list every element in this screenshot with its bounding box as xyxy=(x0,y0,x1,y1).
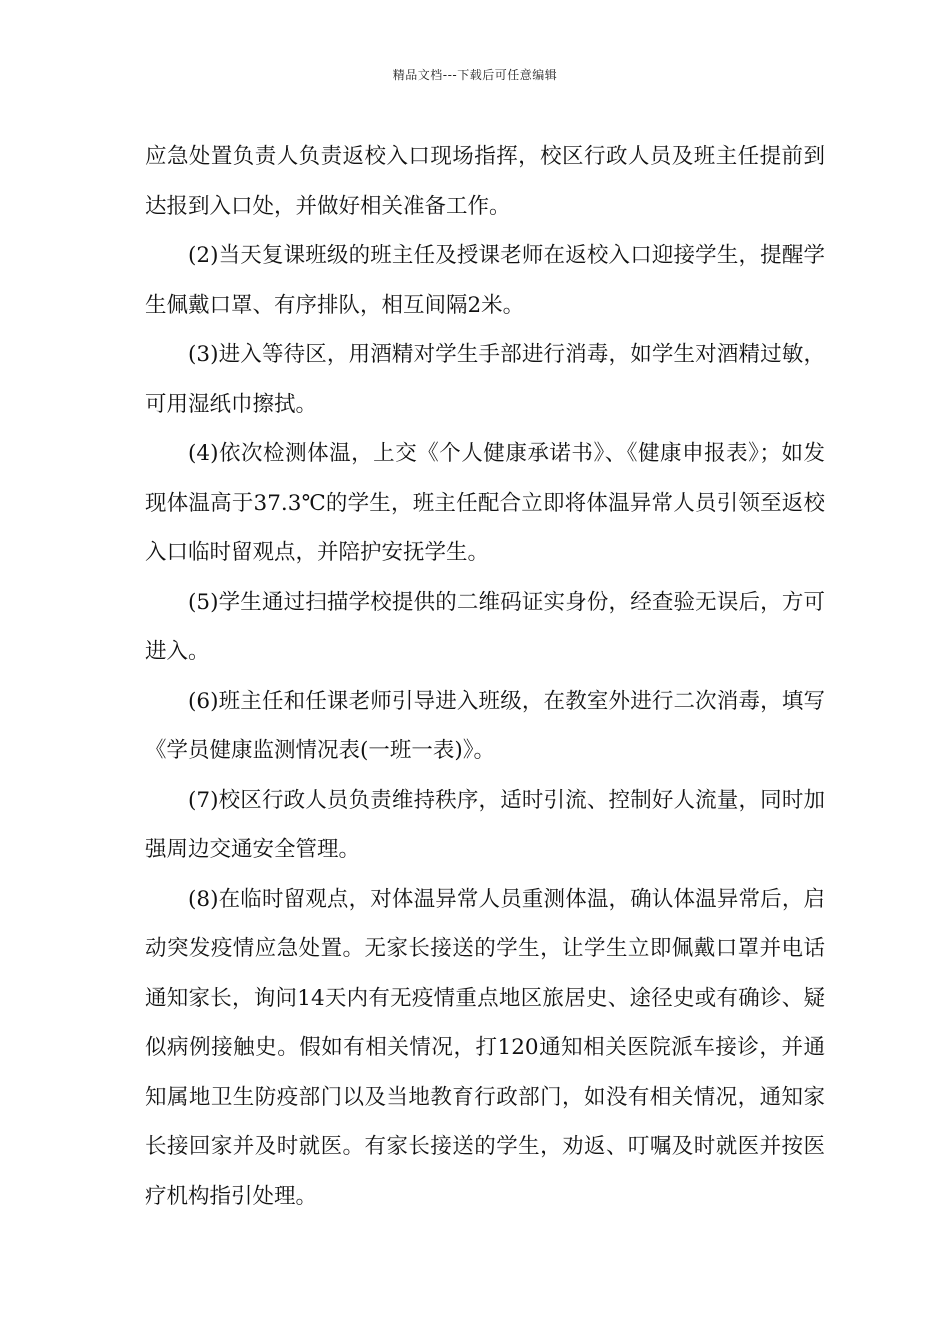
page-header: 精品文档---下载后可任意编辑 xyxy=(392,68,558,82)
paragraph-item-8: (8)在临时留观点，对体温异常人员重测体温，确认体温异常后，启动突发疫情应急处置。无家长接送的学生，让学生立即佩戴口罩并电话通知家长，询问14天内有无疫情重点地区旅居史、途径史或有确诊、疑似病例接触史。假如有相关情况，打120通知相关医院派车接诊，并通知属地卫生防疫部门以及当地教育行政部门，如没有相关情况，通知家长接回家并及时就医。有家长接送的学生，劝返、叮嘱及时就医并按医疗机构指引处理。 xyxy=(145,886,825,1209)
paragraph-intro: 应急处置负责人负责返校入口现场指挥，校区行政人员及班主任提前到达报到入口处，并做好相关准备工作。 xyxy=(145,144,825,219)
paragraph-item-2: (2)当天复课班级的班主任及授课老师在返校入口迎接学生，提醒学生佩戴口罩、有序排队，相互间隔2米。 xyxy=(145,243,825,318)
paragraph-item-3: (3)进入等待区，用酒精对学生手部进行消毒，如学生对酒精过敏，可用湿纸巾擦拭。 xyxy=(145,342,825,417)
paragraph-item-4: (4)依次检测体温，上交《个人健康承诺书》、《健康申报表》；如发现体温高于37.3℃的学生，班主任配合立即将体温异常人员引领至返校入口临时留观点，并陪护安抚学生。 xyxy=(145,441,825,565)
paragraph-item-7: (7)校区行政人员负责维持秩序，适时引流、控制好人流量，同时加强周边交通安全管理。 xyxy=(145,787,825,862)
paragraph-item-6: (6)班主任和任课老师引导进入班级，在教室外进行二次消毒，填写《学员健康监测情况表(一班一表)》。 xyxy=(145,688,825,763)
document-body xyxy=(145,132,825,1221)
paragraph-item-5: (5)学生通过扫描学校提供的二维码证实身份，经查验无误后，方可进入。 xyxy=(145,589,825,664)
